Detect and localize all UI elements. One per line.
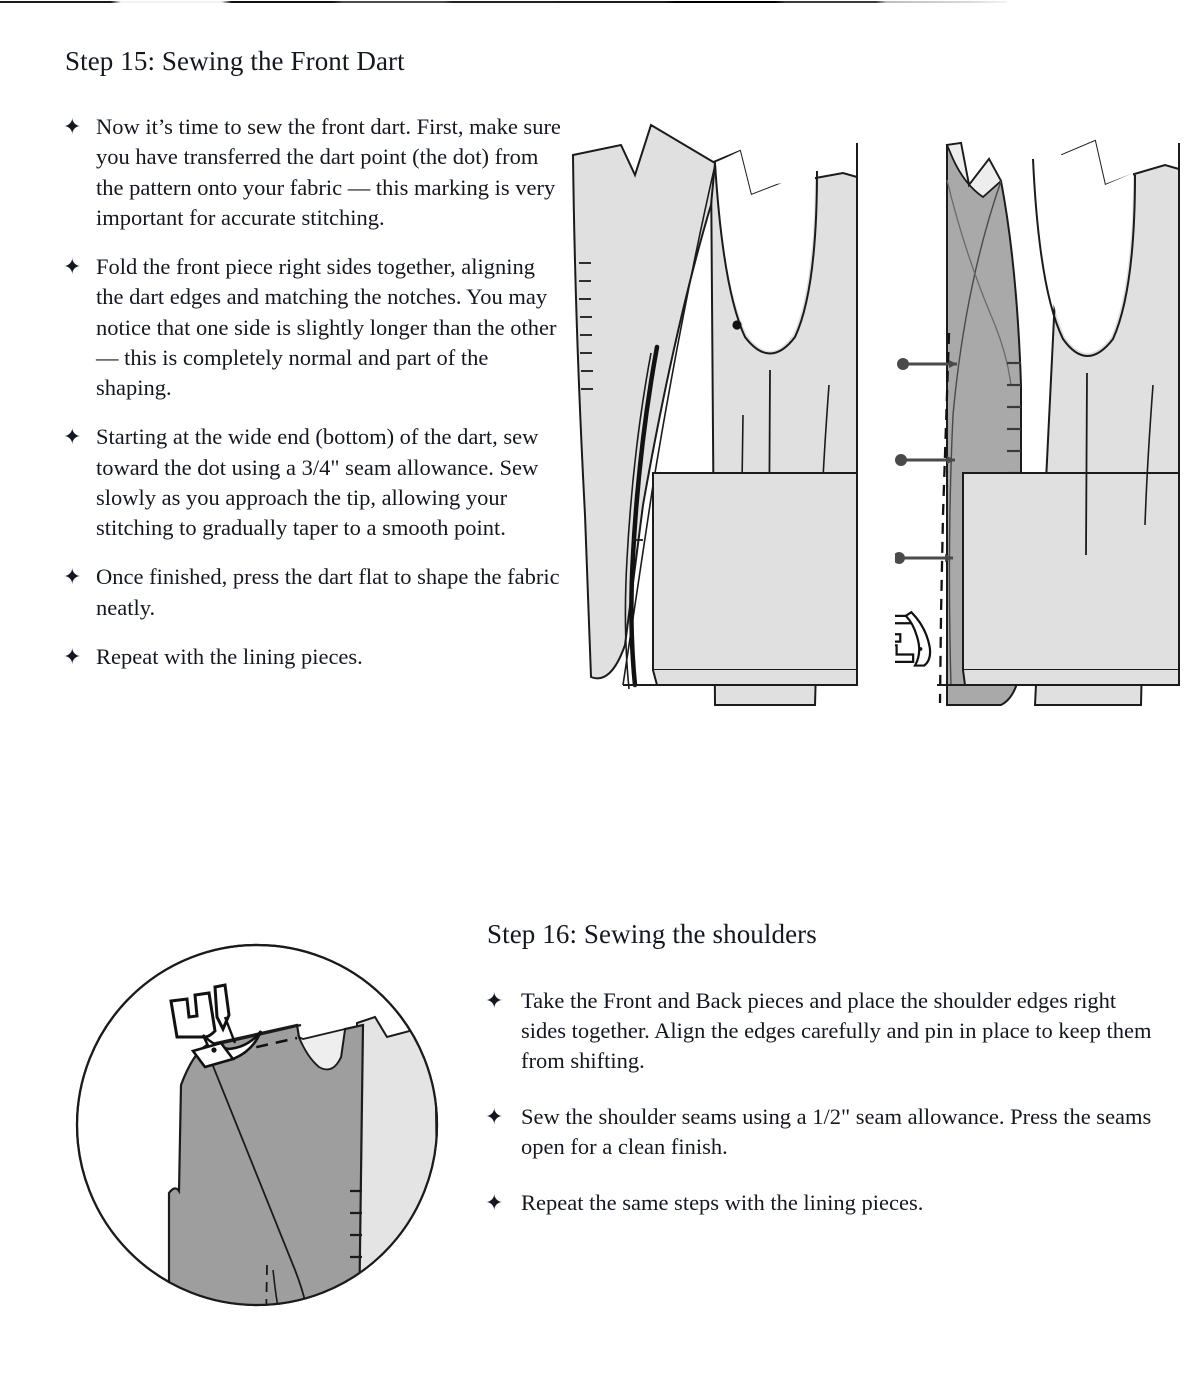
list-item bbox=[485, 1188, 1165, 1218]
step-15-figure-group bbox=[565, 85, 1195, 735]
list-item bbox=[63, 642, 563, 672]
star-bullet-icon: ✦ bbox=[485, 1104, 504, 1130]
star-bullet-icon: ✦ bbox=[485, 1190, 504, 1216]
shoulder-seam-circular-detail bbox=[57, 925, 457, 1325]
step-15-bullet-list bbox=[63, 112, 563, 691]
bullet-text: Once finished, press the dart flat to shape the fabric neatly. bbox=[96, 564, 560, 620]
page-top-rule bbox=[0, 1, 1007, 3]
hem-block-panel bbox=[653, 473, 857, 670]
step-15-heading: Step 15: Sewing the Front Dart bbox=[65, 46, 405, 76]
folded-dart-pinned-diagram bbox=[869, 141, 1179, 705]
hem-block-edge bbox=[653, 670, 857, 685]
list-item bbox=[485, 1102, 1165, 1162]
list-item bbox=[63, 562, 563, 623]
list-item bbox=[63, 112, 563, 233]
list-item bbox=[485, 986, 1165, 1076]
step-16-figure bbox=[57, 925, 457, 1325]
star-bullet-icon: ✦ bbox=[63, 255, 82, 280]
star-bullet-icon: ✦ bbox=[485, 989, 504, 1014]
presser-foot bbox=[869, 612, 930, 665]
star-bullet-icon: ✦ bbox=[63, 644, 82, 670]
step-16-bullet-list bbox=[485, 986, 1165, 1244]
bullet-text: Take the Front and Back pieces and place the shoulder edges right sides together. Align the edges carefully and pin in place to keep them from shifting. bbox=[521, 988, 1152, 1073]
bullet-text: Sew the shoulder seams using a 1/2" seam allowance. Press the seams open for a clean finish. bbox=[521, 1103, 1152, 1159]
dart-point-dot bbox=[732, 320, 741, 329]
pin-marker bbox=[893, 552, 953, 564]
presser-foot-screw bbox=[211, 1047, 216, 1052]
step-16-heading: Step 16: Sewing the shoulders bbox=[487, 919, 817, 949]
star-bullet-icon: ✦ bbox=[63, 425, 82, 451]
hem-block-edge bbox=[963, 670, 1179, 685]
front-bodice-shaded bbox=[169, 1025, 363, 1325]
bullet-text: Fold the front piece right sides together, aligning the dart edges and matching the notches. You may notice that one side is slightly longer than the other — this is completely normal and part of the shaping. bbox=[96, 254, 557, 400]
bullet-text: Repeat with the lining pieces. bbox=[96, 643, 363, 669]
bullet-text: Starting at the wide end (bottom) of the dart, sew toward the dot using a 3/4" seam allowance. Sew slowly as you approach the tip, allowing your stitching to gradually taper to a smooth point. bbox=[96, 424, 539, 540]
step-15-diagrams bbox=[565, 85, 1195, 745]
bullet-text: Now it’s time to sew the front dart. First, make sure you have transferred the dart point (the dot) from the pattern onto your fabric — this marking is very important for accurate stitching. bbox=[96, 114, 561, 230]
star-bullet-icon: ✦ bbox=[63, 115, 82, 140]
list-item bbox=[63, 422, 563, 543]
centre-front-line bbox=[1086, 373, 1087, 555]
star-bullet-icon: ✦ bbox=[63, 565, 82, 591]
front-piece-with-dart-point-diagram bbox=[573, 125, 857, 705]
list-item bbox=[63, 252, 563, 403]
bullet-text: Repeat the same steps with the lining pieces. bbox=[521, 1189, 924, 1215]
